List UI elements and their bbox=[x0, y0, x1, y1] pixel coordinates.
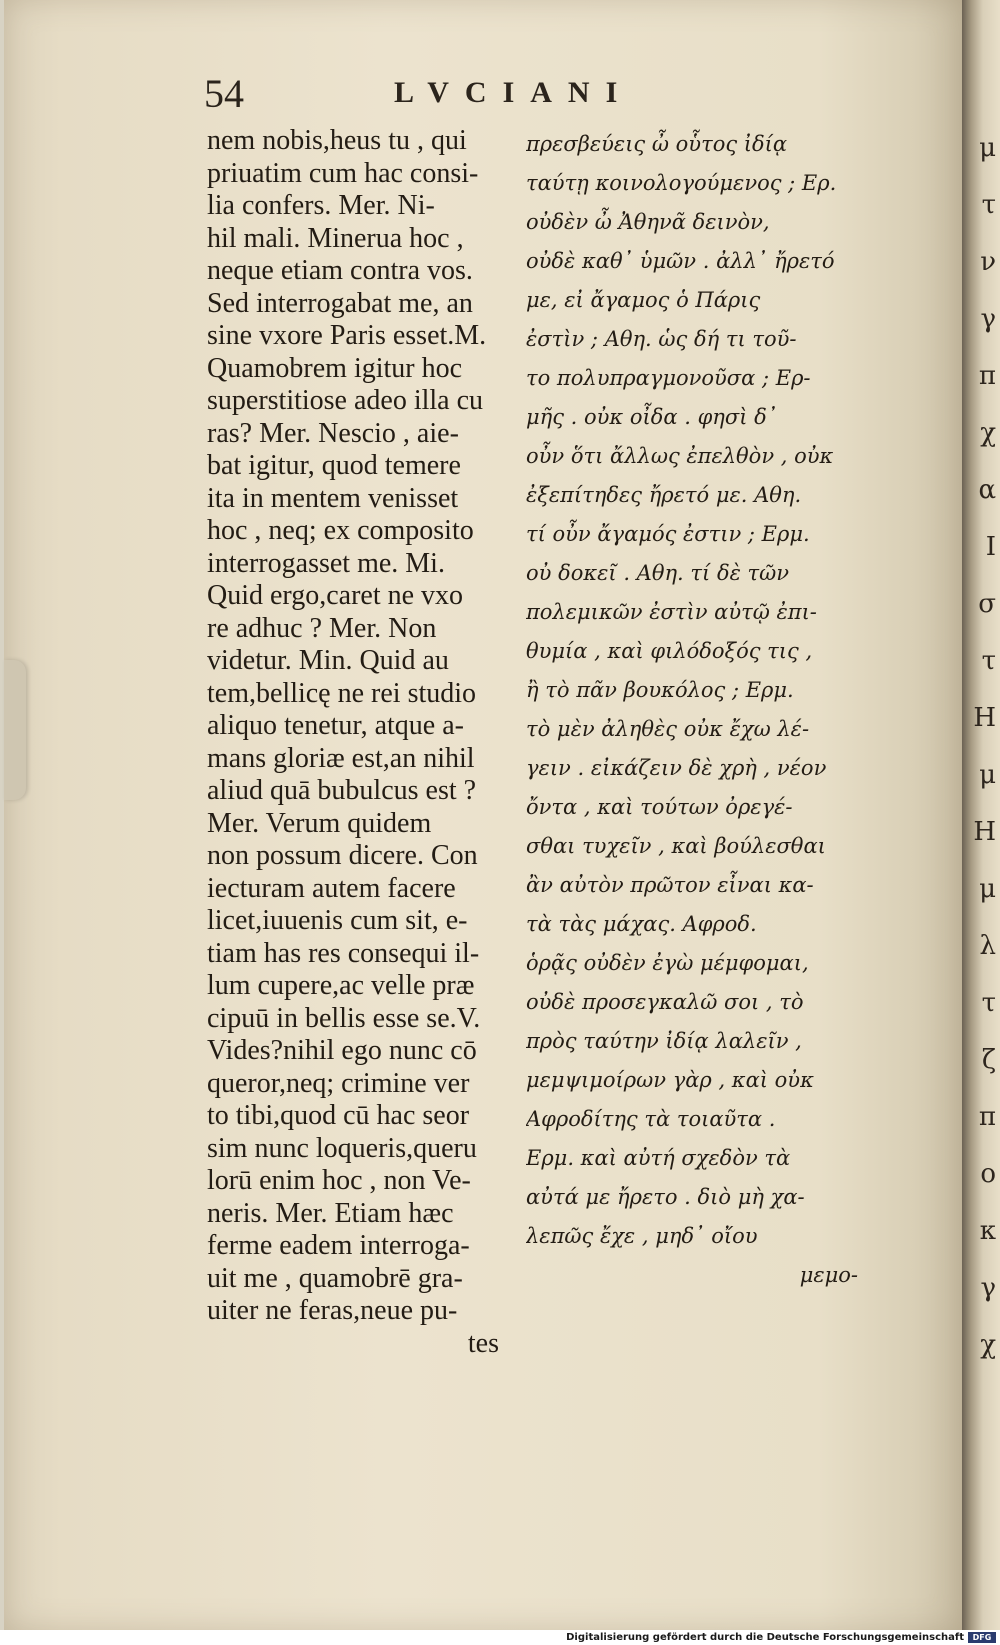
text-line: tiam has res consequi il- bbox=[207, 937, 480, 969]
text-line: queror,neq; crimine ver bbox=[207, 1067, 470, 1099]
greek-column bbox=[526, 125, 858, 1295]
text-line: non possum dicere. Con bbox=[207, 840, 478, 871]
text-line: τί οὖν ἄγαμός ἐστιν ; Ερμ. bbox=[526, 522, 810, 546]
text-line: γειν . εἰκάζειν δὲ χρὴ , νέον bbox=[526, 756, 827, 780]
text-line: cipuū in bellis esse se.V. bbox=[207, 1002, 481, 1034]
text-line: αὐτά με ἤρετο . διὸ μὴ χα- bbox=[526, 1185, 805, 1209]
text-line: πρεσβεύεις ὦ οὗτος ἰδίᾳ bbox=[526, 132, 788, 156]
facing-page-fragment: π bbox=[978, 1102, 996, 1132]
facing-page-fragment: ο bbox=[980, 1159, 996, 1189]
text-line: σθαι τυχεῖν , καὶ βούλεσθαι bbox=[526, 834, 826, 858]
text-line: οὐ δοκεῖ . Αθη. τί δὲ τῶν bbox=[526, 561, 790, 585]
facing-page-fragment: Η bbox=[973, 703, 996, 733]
facing-page-fragment: μ bbox=[979, 133, 996, 163]
text-line: sine vxore Paris esset.M. bbox=[207, 320, 487, 351]
text-line: τὸ μὲν ἀληθὲς οὐκ ἔχω λέ- bbox=[526, 717, 810, 741]
text-line: οὐδὲν ὦ Ἀθηνᾶ δεινὸν, bbox=[526, 210, 770, 234]
facing-page-fragment: χ bbox=[980, 1330, 996, 1360]
facing-page-fragment: γ bbox=[980, 1273, 996, 1303]
text-line: Αφροδίτης τὰ τοιαῦτα . bbox=[526, 1107, 776, 1131]
text-line: με, εἰ ἄγαμος ὁ Πάρις bbox=[526, 288, 761, 312]
facing-page-fragment: λ bbox=[979, 931, 996, 961]
text-line: lum cupere,ac velle præ bbox=[207, 970, 475, 1001]
text-line: re adhuc ? Mer. Non bbox=[207, 612, 437, 644]
footer-credit: Digitalisierung gefördert durch die Deutsche Forschungsgemeinschaft bbox=[566, 1632, 964, 1643]
page-edge bbox=[4, 660, 26, 800]
text-line: tem,bellicę ne rei studio bbox=[207, 677, 477, 709]
text-line: licet,iuuenis cum sit, e- bbox=[207, 905, 468, 936]
text-line: ferme eadem interroga- bbox=[207, 1230, 470, 1261]
text-line: μῆς . οὐκ οἶδα . φησὶ δ᾽ bbox=[526, 405, 778, 429]
catchword: μεμο- bbox=[799, 1263, 858, 1287]
text-line: lia confers. Mer. Ni- bbox=[207, 190, 435, 221]
facing-page-fragment: ν bbox=[980, 247, 996, 277]
catchword: tes bbox=[467, 1327, 499, 1359]
text-line: Mer. Verum quidem bbox=[207, 807, 432, 839]
text-line: Vides?nihil ego nunc cō bbox=[207, 1035, 477, 1066]
text-line: hoc , neq; ex composito bbox=[207, 515, 474, 546]
facing-page-fragment: τ bbox=[981, 646, 996, 676]
text-line: ras? Mer. Nescio , aie- bbox=[207, 417, 459, 449]
text-line: sim nunc loqueris,queru bbox=[207, 1132, 477, 1164]
text-line: μεμψιμοίρων γὰρ , καὶ οὐκ bbox=[526, 1068, 814, 1092]
text-line: nem nobis,heus tu , qui bbox=[207, 125, 467, 156]
text-line: οὖν ὅτι ἄλλως ἐπελθὸν , οὐκ bbox=[526, 444, 834, 468]
text-line: ἐστὶν ; Αθη. ὡς δή τι τοῦ- bbox=[526, 327, 797, 351]
text-line: Quid ergo,caret ne vxo bbox=[207, 580, 464, 611]
facing-page-fragment: κ bbox=[979, 1216, 996, 1246]
text-line: videtur. Min. Quid au bbox=[207, 645, 449, 676]
text-line: ita in mentem venisset bbox=[207, 482, 459, 514]
facing-page-fragment: χ bbox=[980, 418, 996, 448]
page-header bbox=[204, 70, 694, 120]
text-line: uit me , quamobrē gra- bbox=[207, 1262, 463, 1294]
facing-page-fragment: μ bbox=[979, 760, 996, 790]
text-line: to tibi,quod cū hac seor bbox=[207, 1100, 470, 1131]
text-line: interrogasset me. Mi. bbox=[207, 547, 445, 579]
text-line: aliud quā bubulcus est ? bbox=[207, 775, 477, 806]
text-line: ὄντα , καὶ τούτων ὀρεγέ- bbox=[526, 795, 793, 819]
text-line: ταύτῃ κοινολογούμενος ; Ερ. bbox=[526, 171, 837, 195]
text-line: ὁρᾷς οὐδὲν ἐγὼ μέμφομαι, bbox=[526, 951, 809, 975]
text-line: ἢ τὸ πᾶν βουκόλος ; Ερμ. bbox=[526, 678, 794, 702]
dfg-logo: DFG bbox=[968, 1632, 996, 1643]
text-line: οὐδὲ καθ᾽ ὑμῶν . ἀλλ᾽ ἤρετό bbox=[526, 249, 835, 273]
text-line: lorū enim hoc , non Ve- bbox=[207, 1165, 471, 1196]
text-line: mans gloriæ est,an nihil bbox=[207, 742, 475, 774]
facing-page-fragment: σ bbox=[978, 589, 996, 619]
text-line: ἐξεπίτηδες ἤρετό με. Αθη. bbox=[526, 483, 802, 507]
facing-page-fragment: ζ bbox=[981, 1045, 996, 1075]
text-line: bat igitur, quod temere bbox=[207, 450, 461, 481]
facing-page-fragment: α bbox=[978, 475, 996, 505]
text-line: οὐδὲ προσεγκαλῶ σοι , τὸ bbox=[526, 990, 804, 1014]
facing-page-fragment: τ bbox=[981, 988, 996, 1018]
facing-page-fragment: Η bbox=[973, 817, 996, 847]
page-number: 54 bbox=[204, 71, 244, 116]
text-line: neque etiam contra vos. bbox=[207, 255, 473, 286]
facing-page-text bbox=[966, 120, 996, 1374]
text-line: λεπῶς ἔχε , μηδ᾽ οἴου bbox=[526, 1224, 758, 1248]
text-line: το πολυπραγμονοῦσα ; Ερ- bbox=[526, 366, 811, 390]
facing-page-fragment: π bbox=[978, 361, 996, 391]
latin-column bbox=[207, 125, 507, 1360]
text-line: Sed interrogabat me, an bbox=[207, 287, 473, 319]
text-line: hil mali. Minerua hoc , bbox=[207, 222, 464, 254]
text-line: superstitiose adeo illa cu bbox=[207, 385, 484, 416]
digitization-footer bbox=[0, 1630, 1000, 1645]
text-line: uiter ne feras,neue pu- bbox=[207, 1295, 458, 1326]
running-head: LVCIANI bbox=[394, 76, 634, 109]
book-page bbox=[4, 0, 962, 1630]
text-line: Quamobrem igitur hoc bbox=[207, 352, 463, 384]
text-line: iecturam autem facere bbox=[207, 872, 456, 904]
text-line: Ερμ. καὶ αὐτή σχεδὸν τὰ bbox=[526, 1146, 791, 1170]
text-line: priuatim cum hac consi- bbox=[207, 157, 479, 189]
text-line: ἂν αὐτὸν πρῶτον εἶναι κα- bbox=[526, 873, 814, 897]
text-line: aliquo tenetur, atque a- bbox=[207, 710, 464, 741]
facing-page-edge bbox=[962, 0, 1000, 1630]
facing-page-fragment: γ bbox=[980, 304, 996, 334]
text-line: πολεμικῶν ἐστὶν αὐτῷ ἐπι- bbox=[526, 600, 817, 624]
text-line: πρὸς ταύτην ἰδίᾳ λαλεῖν , bbox=[526, 1029, 802, 1053]
text-line: neris. Mer. Etiam hæc bbox=[207, 1197, 454, 1229]
facing-page-fragment: τ bbox=[981, 190, 996, 220]
text-line: τὰ τὰς μάχας. Αφροδ. bbox=[526, 912, 757, 936]
facing-page-fragment: Ι bbox=[985, 532, 996, 562]
text-line: θυμία , καὶ φιλόδοξός τις , bbox=[526, 639, 813, 663]
facing-page-fragment: μ bbox=[979, 874, 996, 904]
